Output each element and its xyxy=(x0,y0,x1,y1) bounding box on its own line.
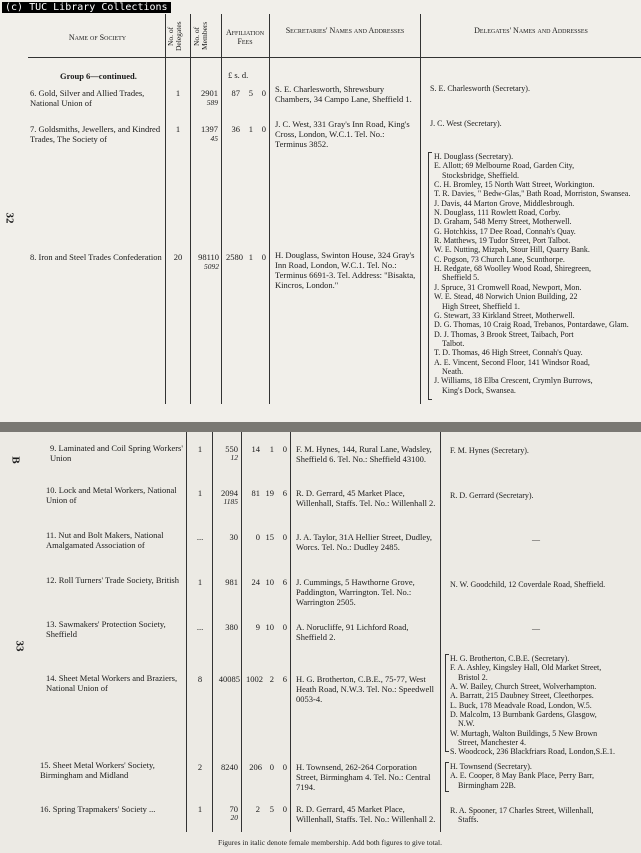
fee-shillings: 5 xyxy=(248,88,253,98)
secretary-address: H. Townsend, 262-264 Corporation Street, Birmingham 4. Tel. No.: Central 7194. xyxy=(296,762,431,792)
delegates-brace xyxy=(445,762,449,792)
society-name: 8. Iron and Steel Trades Confederation xyxy=(30,252,162,262)
col-divider xyxy=(290,432,291,832)
delegate-line: Staffs. xyxy=(458,815,479,824)
delegates-count: 2 xyxy=(197,762,203,772)
female-members: 1185 xyxy=(223,497,238,506)
delegate-line: S. E. Charlesworth (Secretary). xyxy=(430,84,530,93)
fee-pence: 0 xyxy=(261,252,266,262)
header-secretaries: Secretaries' Names and Addresses xyxy=(285,26,405,35)
society-name: 12. Roll Turners' Trade Society, British xyxy=(46,575,179,585)
society-name: 6. Gold, Silver and Allied Trades, National Union of xyxy=(30,88,145,108)
header-members: No. of Members xyxy=(192,21,209,51)
delegates-count: 1 xyxy=(197,444,203,454)
secretary-address: H. G. Brotherton, C.B.E., 75-77, West Heath Road, N.W.3. Tel. No.: Speedwell 0053-4. xyxy=(296,674,434,704)
delegate-line: H. Douglass (Secretary). xyxy=(434,152,514,161)
fee-pounds: 1002 xyxy=(246,674,263,684)
delegate-line: T. R. Davies, " Bedw-Glas," Bath Road, Morriston, Swansea. xyxy=(434,189,631,199)
fee-pounds: 0 xyxy=(255,532,260,542)
delegate-line: — xyxy=(532,535,540,544)
delegate-line: Talbot. xyxy=(442,338,465,348)
delegate-line: H. Townsend (Secretary). xyxy=(450,762,532,771)
col-divider xyxy=(186,432,187,832)
female-members: 45 xyxy=(210,134,218,143)
delegate-line: Sheffield 5. xyxy=(442,273,480,283)
delegate-line: N. Douglass, 111 Rowlett Road, Corby. xyxy=(434,208,561,218)
delegates-list xyxy=(450,654,641,757)
delegate-line: A. E. Vincent, Second Floor, 141 Windsor Road, xyxy=(434,357,590,367)
header-delegates-names: Delegates' Names and Addresses xyxy=(474,26,588,35)
female-members: 5092 xyxy=(204,262,219,271)
delegates-brace xyxy=(445,654,449,752)
society-name: 11. Nut and Bolt Makers, National Amalgamated Association of xyxy=(46,530,164,550)
fee-shillings: 15 xyxy=(265,532,274,542)
delegates-count: ... xyxy=(196,532,204,542)
delegates-list xyxy=(434,152,641,395)
delegate-line: S. Woodcock, 236 Blackfriars Road, London,S.E.1. xyxy=(450,747,615,757)
delegate-line: T. D. Thomas, 46 High Street, Connah's Quay. xyxy=(434,348,583,358)
members-count: 380 xyxy=(225,622,238,632)
delegate-line: W. E. Nutting, Mizpah, Stour Hill, Quarry Bank. xyxy=(434,245,590,255)
fee-pence: 0 xyxy=(282,762,287,772)
col-divider xyxy=(221,14,222,404)
delegate-line: A. W. Bailey, Church Street, Wolverhampton. xyxy=(450,682,597,692)
fee-shillings: 0 xyxy=(269,762,274,772)
members-count: 98110 xyxy=(198,252,219,262)
society-name: 16. Spring Trapmakers' Society ... xyxy=(40,804,156,814)
fees-units: £ s. d. xyxy=(228,70,249,80)
delegate-line: R. Matthews, 19 Tudor Street, Port Talbot. xyxy=(434,236,571,246)
delegate-line: D. G. Thomas, 10 Craig Road, Trebanos, Pontardawe, Glam. xyxy=(434,320,629,330)
fee-pence: 0 xyxy=(261,88,266,98)
society-name: 15. Sheet Metal Workers' Society, Birmingham and Midland xyxy=(40,760,155,780)
delegate-line: J. Spruce, 31 Cromwell Road, Newport, Mon. xyxy=(434,282,582,292)
delegate-line: H. Redgate, 68 Woolley Wood Road, Shiregreen, xyxy=(434,264,592,274)
members-count: 981 xyxy=(225,577,238,587)
delegate-line: Bristol 2. xyxy=(458,672,488,682)
delegate-line: King's Dock, Swansea. xyxy=(442,385,516,395)
delegate-line: — xyxy=(532,624,540,633)
society-name: 10. Lock and Metal Workers, National Union of xyxy=(46,485,177,505)
fee-pounds: 24 xyxy=(251,577,260,587)
fee-shillings: 10 xyxy=(265,622,274,632)
members-count: 40085 xyxy=(218,674,240,684)
col-divider xyxy=(269,14,270,404)
watermark: (c) TUC Library Collections xyxy=(2,2,171,13)
society-name: 7. Goldsmiths, Jewellers, and Kindred Trades, The Society of xyxy=(30,124,161,144)
delegate-line: C. H. Bromley, 15 North Watt Street, Workington. xyxy=(434,180,595,190)
delegate-line: Birmingham 22B. xyxy=(458,780,516,790)
delegate-line: D. Graham, 548 Merry Street, Motherwell. xyxy=(434,217,572,227)
fee-pounds: 206 xyxy=(249,762,262,772)
delegate-line: R. D. Gerrard (Secretary). xyxy=(450,491,534,500)
delegate-line: J. Williams, 18 Elba Crescent, Crymlyn Burrows, xyxy=(434,376,593,386)
delegates-count: 1 xyxy=(175,124,181,134)
col-divider xyxy=(440,432,441,832)
fee-pounds: 36 xyxy=(231,124,240,134)
delegate-line: G. Stewart, 33 Kirkland Street, Motherwell. xyxy=(434,310,575,320)
fee-shillings: 1 xyxy=(248,124,253,134)
delegates-count: 1 xyxy=(175,88,181,98)
members-count: 2901 xyxy=(201,88,218,98)
group-label: Group 6—continued. xyxy=(60,71,137,81)
delegate-line: G. Hotchkiss, 17 Dee Road, Connah's Quay. xyxy=(434,226,576,236)
delegate-line: Stocksbridge, Sheffield. xyxy=(442,170,519,180)
society-name: 14. Sheet Metal Workers and Braziers, National Union of xyxy=(46,673,178,693)
fee-pence: 0 xyxy=(282,804,287,814)
female-members: 12 xyxy=(230,453,238,462)
fee-shillings: 2 xyxy=(269,674,274,684)
delegate-line: Neath. xyxy=(442,366,464,376)
secretary-address: J. Cummings, 5 Hawthorne Grove, Paddington, Warrington. Tel. No.: Warrington 2505. xyxy=(296,577,415,607)
fee-pence: 0 xyxy=(282,532,287,542)
delegate-line: F. A. Ashley, Kingsley Hall, Old Market Street, xyxy=(450,663,602,673)
page-number-top: 32 xyxy=(3,212,16,224)
delegate-line: D. J. Thomas, 3 Brook Street, Taibach, Port xyxy=(434,329,574,339)
delegate-line: N.W. xyxy=(458,719,475,729)
society-name: 9. Laminated and Coil Spring Workers' Union xyxy=(50,443,183,463)
fee-pence: 0 xyxy=(261,124,266,134)
col-divider xyxy=(420,14,421,404)
header-rule xyxy=(28,57,641,58)
secretary-address: S. E. Charlesworth, Shrewsbury Chambers, 34 Campo Lane, Sheffield 1. xyxy=(275,84,412,104)
society-name: 13. Sawmakers' Protection Society, Sheffield xyxy=(46,619,166,639)
members-count: 2094 xyxy=(221,488,238,498)
footnote: Figures in italic denote female membership. Add both figures to give total. xyxy=(218,838,442,847)
fee-pence: 0 xyxy=(282,444,287,454)
delegates-count: 1 xyxy=(197,804,203,814)
delegates-count: 1 xyxy=(197,577,203,587)
fee-pence: 6 xyxy=(282,674,287,684)
secretary-address: J. A. Taylor, 31A Hellier Street, Dudley, Worcs. Tel. No.: Dudley 2485. xyxy=(296,532,432,552)
page-number-bottom: 33 xyxy=(13,640,26,652)
delegate-line: N. W. Goodchild, 12 Coverdale Road, Sheffield. xyxy=(450,580,606,589)
page-gutter xyxy=(0,422,641,432)
secretary-address: R. D. Gerrard, 45 Market Place, Willenhall, Staffs. Tel. No.: Willenhall 2. xyxy=(296,804,436,824)
fee-pounds: 87 xyxy=(231,88,240,98)
delegate-line: H. G. Brotherton, C.B.E. (Secretary). xyxy=(450,654,570,663)
page-33 xyxy=(0,432,641,853)
delegates-count: ... xyxy=(196,622,204,632)
female-members: 20 xyxy=(230,813,238,822)
delegates-count: 1 xyxy=(197,488,203,498)
secretary-address: H. Douglass, Swinton House, 324 Gray's Inn Road, London, W.C.1. Tel. No.: Terminus 6691-3. Tel. Address: "Bisakta, Kincros, London." xyxy=(275,250,416,290)
fee-shillings: 19 xyxy=(265,488,274,498)
delegates-list xyxy=(450,762,641,790)
secretary-address: R. D. Gerrard, 45 Market Place, Willenhall, Staffs. Tel. No.: Willenhall 2. xyxy=(296,488,436,508)
fee-shillings: 1 xyxy=(248,252,253,262)
delegate-line: J. C. West (Secretary). xyxy=(430,119,502,128)
fee-pence: 6 xyxy=(282,488,287,498)
delegate-line: D. Malcolm, 13 Burnbank Gardens, Glasgow, xyxy=(450,710,597,720)
members-count: 8240 xyxy=(221,762,238,772)
header-fees: Affiliation Fees xyxy=(225,28,265,46)
delegates-count: 20 xyxy=(173,252,183,262)
members-count: 30 xyxy=(229,532,238,542)
header-society: Name of Society xyxy=(68,33,127,42)
delegate-line: F. M. Hynes (Secretary). xyxy=(450,446,529,455)
delegate-line: C. Pogson, 73 Church Lane, Scunthorpe. xyxy=(434,254,565,264)
col-divider xyxy=(165,14,166,404)
fee-shillings: 10 xyxy=(265,577,274,587)
col-divider xyxy=(190,14,191,404)
delegate-line: J. Davis, 44 Marton Grove, Middlesbrough. xyxy=(434,198,575,208)
fee-shillings: 5 xyxy=(269,804,274,814)
fee-pounds: 2 xyxy=(255,804,260,814)
fee-pounds: 14 xyxy=(251,444,260,454)
fee-pence: 0 xyxy=(282,622,287,632)
delegate-line: A. E. Cooper, 8 May Bank Place, Perry Barr, xyxy=(450,771,594,781)
members-count: 550 xyxy=(225,444,238,454)
delegates-count: 8 xyxy=(197,674,203,684)
fee-pounds: 9 xyxy=(255,622,260,632)
secretary-address: A. Norucliffe, 91 Lichford Road, Sheffield 2. xyxy=(296,622,409,642)
page-32 xyxy=(0,0,641,422)
header-delegates: No. of Delegates xyxy=(166,21,183,51)
fee-pence: 6 xyxy=(282,577,287,587)
delegate-line: L. Buck, 178 Meadvale Road, London, W.5. xyxy=(450,700,592,710)
delegate-line: W. E. Stead, 48 Norwich Union Building, 22 xyxy=(434,292,578,302)
members-count: 1397 xyxy=(201,124,218,134)
delegate-line: High Street, Sheffield 1. xyxy=(442,301,520,311)
secretary-address: J. C. West, 331 Gray's Inn Road, King's Cross, London, W.C.1. Tel. No.: Terminus 3852. xyxy=(275,119,410,149)
delegate-line: Street, Manchester 4. xyxy=(458,738,526,748)
secretary-address: F. M. Hynes, 144, Rural Lane, Wadsley, Sheffield 6. Tel. No.: Sheffield 43100. xyxy=(296,444,432,464)
fee-pounds: 2580 xyxy=(226,252,243,262)
female-members: 589 xyxy=(206,98,218,107)
delegates-brace xyxy=(428,152,432,400)
page-marker: B xyxy=(9,456,22,464)
members-count: 70 xyxy=(229,804,238,814)
delegate-line: E. Allott; 69 Melbourne Road, Garden City, xyxy=(434,161,575,171)
fee-shillings: 1 xyxy=(269,444,274,454)
fee-pounds: 81 xyxy=(251,488,260,498)
delegate-line: R. A. Spooner, 17 Charles Street, Willenhall, xyxy=(450,806,594,815)
delegate-line: W. Murtagh, Walton Buildings, 5 New Brown xyxy=(450,728,598,738)
delegate-line: A. Barratt, 215 Daubney Street, Cleethorpes. xyxy=(450,691,594,701)
